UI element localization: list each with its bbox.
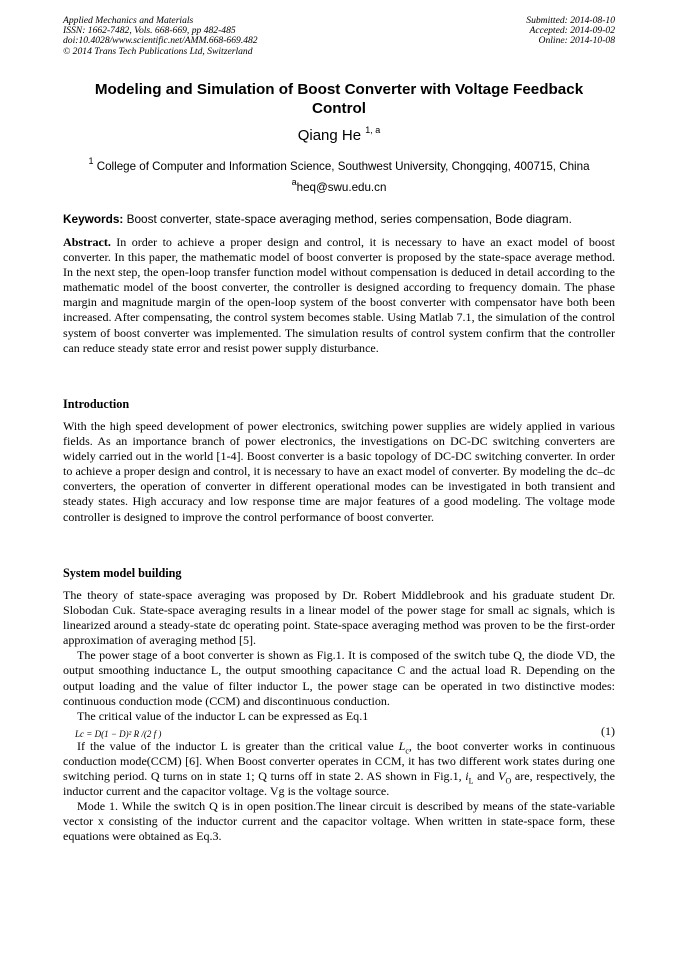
equation-number: (1) xyxy=(601,723,615,738)
online-date: Online: 2014-10-08 xyxy=(538,35,615,47)
author-email xyxy=(63,176,615,195)
issn-line: ISSN: 1662-7482, Vols. 668-669, pp 482-485 xyxy=(63,25,236,37)
journal-info xyxy=(63,16,258,57)
author-sup: 1, a xyxy=(365,125,381,135)
model-paragraph-4: If the value of the inductor L is greater than the critical value $L_c$, the boot converter works in continuous conduction mode(CCM) [6]. When Boost converter operates in CCM, it has two different work states during one switching period. Q turns on in state 1; Q turns off in state 2. AS shown in Fig.1, $i_L$ and $V_O$ are, respectively, the inductor current and the capacitor voltage. Vg is the voltage source. xyxy=(63,738,616,799)
paper-title xyxy=(63,80,615,118)
model-paragraph-1: The theory of state-space averaging was proposed by Dr. Robert Middlebrook and his graduate student Dr. Slobodan Cuk. State-space averaging results in a linear model of the power stage for small ac signals, which is linearized around a steady-state dc operating point. State-space averaging method was proven to be the first-order approximation of averaging method [5]. xyxy=(63,588,615,648)
abstract xyxy=(63,235,615,356)
keywords-text: Boost converter, state-space averaging method, series compensation, Bode diagram. xyxy=(126,212,572,226)
abstract-text: In order to achieve a proper design and control, it is necessary to have an exact model of boost converter. In this paper, the mathematic model of boost converter is proposed by the state-space average method. In the next step, the open-loop transfer function model without compensation is deduced in detail according to the mathematic model of the boost converter, the controller is designed according to frequency domain. The phase margin and magnitude margin of the open-loop system of the boost converter with compensator have both been increased. After compensating, the control system becomes stable. Using Matlab 7.1, the simulation of the control system of boost converter was implemented. The simulation results of control system confirm that the controller can reduce steady state error and resist power supply disturbance. xyxy=(63,235,615,355)
affiliation xyxy=(63,155,615,174)
author-name: Qiang He xyxy=(297,127,362,144)
keywords xyxy=(63,212,615,226)
abstract-label: Abstract. xyxy=(63,235,111,249)
title-line-1: Modeling and Simulation of Boost Converter with Voltage Feedback xyxy=(94,81,584,98)
email-text: heq@swu.edu.cn xyxy=(296,180,387,194)
affiliation-text: College of Computer and Information Science, Southwest University, Chongqing, 400715, China xyxy=(96,159,590,173)
journal-name: Applied Mechanics and Materials xyxy=(63,15,194,26)
doi-line: doi:10.4028/www.scientific.net/AMM.668-669.482 xyxy=(63,35,258,47)
accepted-date: Accepted: 2014-09-02 xyxy=(529,25,615,37)
intro-heading: Introduction xyxy=(63,397,130,411)
email-sup: a xyxy=(291,177,297,187)
keywords-label: Keywords: xyxy=(63,212,124,226)
submitted-date: Submitted: 2014-08-10 xyxy=(526,15,615,26)
author xyxy=(63,122,615,145)
model-heading: System model building xyxy=(63,566,182,580)
model-section xyxy=(63,588,615,845)
submission-dates xyxy=(526,16,615,47)
affiliation-sup: 1 xyxy=(88,156,94,166)
model-paragraph-5: Mode 1. While the switch Q is in open position.The linear circuit is described by means of the state-variable vector x consisting of the inductor current and the capacitor voltage. When written in state-space form, these equations were obtained as Eq.3. xyxy=(63,799,615,844)
equation-1 xyxy=(63,724,615,739)
equation-formula: Lc = D(1 − D)² R /(2 f ) xyxy=(75,728,162,739)
intro-section xyxy=(63,419,615,525)
model-paragraph-2: The power stage of a boot converter is shown as Fig.1. It is composed of the switch tube Q, the diode VD, the output smoothing inductance L, the output smoothing capacitance C and the actual load R. Depending on the output loading and the value of filter inductor L, the power stage can be operated in two distinctive modes: continuous conduction mode (CCM) and discontinuous conduction. xyxy=(63,648,615,708)
intro-paragraph: With the high speed development of power electronics, switching power supplies are widely applied in various fields. As an importance branch of power electronics, the investigations on DC-DC switching converters are widely carried out in the world [1-4]. Boost converter is a basic topology of DC-DC switching converter. In order to achieve a proper design and control, it is necessary to have an exact model of converter. By modeling the dc–dc converters, the operation of converter in different operational modes can be investigated in both transient and steady states. High accuracy and low response time are major features of a good modeling. The voltage mode controller is designed to improve the control performance of boost converter. xyxy=(63,419,615,524)
copyright-line: © 2014 Trans Tech Publications Ltd, Switzerland xyxy=(63,45,253,57)
model-paragraph-3: The critical value of the inductor L can be expressed as Eq.1 xyxy=(77,708,369,723)
title-line-2: Control xyxy=(312,100,366,117)
